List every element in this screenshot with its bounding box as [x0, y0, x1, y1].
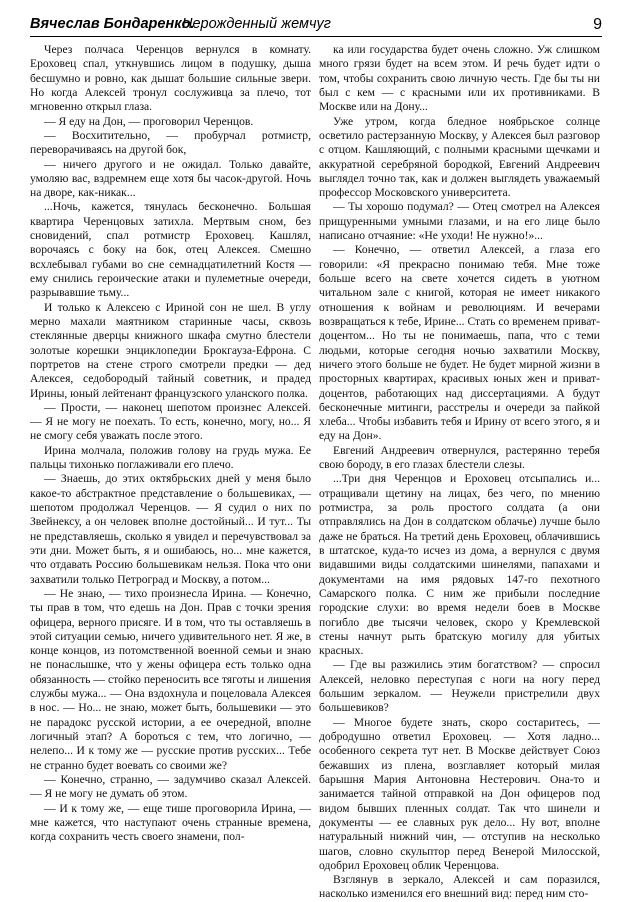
paragraph: — Знаешь, до этих октябрьских дней у меня было какое-то абстрактное представление о большевиках, — шепотом продолжал Черенцов. — Я судил о них по Звейнексу, а он человек вполне достойный... И тут... Ты не представляешь, сколько я увидел и перечувствовал за эти дни. Может быть, я и ошибаюсь, но... мне кажется, что отдавать Россию большевикам нельзя. Пока что они захватили только Петроград и Москву, а потом... [30, 472, 311, 586]
paragraph: — Конечно, — ответил Алексей, а глаза его говорили: «Я прекрасно понимаю тебя. Мне тоже больше всего на свете хочется сидеть в уютном читальном зале с книгой, которая не имеет никакого отношения к войнам и революциям. И вечерами возвращаться к тебе, Ирине... Стать со временем приват-доцентом... Но ты не понимаешь, папа, что с теми людьми, которые сегодня ночью захватили Москву, ничего этого больше не будет. Не будет мирной жизни в просторных квартирах, красивых юных жен и приват-доцентов, работающих над диссертациями. А будут бесконечные митинги, расстрелы и очереди за пайкой хлеба... Чтобы избавить тебя и Ирину от всего этого, я и еду на Дон». [319, 243, 600, 443]
page-number: 9 [593, 16, 602, 33]
paragraph: Взглянув в зеркало, Алексей и сам поразился, насколько изменился его внешний вид: перед ним сто- [319, 873, 600, 901]
paragraph: Уже утром, когда бледное ноябрьское солнце осветило растерзанную Москву, у Алексея был разговор с отцом. Кашляющий, с полными красными щечками и аккуратной серебряной бородкой, Евгений Андреевич выглядел точно так, как и должен выглядеть уважаемый профессор Московского университета. [319, 114, 600, 200]
right-column [319, 43, 600, 901]
paragraph: — И к тому же, — еще тише проговорила Ирина, — мне кажется, что наступают очень странные времена, когда сохранить честь своего знамени, пол- [30, 801, 311, 844]
paragraph: Через полчаса Черенцов вернулся в комнату. Ероховец спал, уткнувшись лицом в подушку, дыша бесшумно и ровно, как дышат большие сильные звери. Но когда Алексей тронул сослуживца за плечо, тот мгновенно открыл глаза. [30, 43, 311, 114]
paragraph: Евгений Андреевич отвернулся, растерянно теребя свою бороду, в его глазах блестели слезы. [319, 443, 600, 472]
paragraph: ...Ночь, кажется, тянулась бесконечно. Большая квартира Черенцовых затихла. Мертвым сном, без сновидений, спал ротмистр Ероховец. Кашлял, ворочаясь с боку на бок, отец Алексея. Смешно всхлебывал губами во сне семнадцатилетний Костя — ему снились героические атаки и пулеметные очереди, разрывавшие тьму... [30, 200, 311, 300]
paragraph: — Где вы разжились этим богатством? — спросил Алексей, неловко переступая с ноги на ногу перед большим зеркалом. — Неужели пристрелили двух большевиков? [319, 658, 600, 715]
running-header [30, 16, 602, 36]
paragraph: ...Три дня Черенцов и Ероховец отсыпались и... отращивали щетину на лицах, без чего, по мнению ротмистра, за роль простого солдата (а они отправлялись на Дон в солдатском облачье) лучше было даже не браться. На третий день Ероховец, облачившись в штатское, куда-то исчез из дома, а вернулся с двумя видавшими виды солдатскими шинелями, папахами и документами на имя рядовых 147-го пехотного Самарского полка. С ним же прибыли последние городские слухи: во время недели боев в Москве погибло две тысячи человек, скоро у Кремлевской стены начнут рыть братскую могилу для убитых красных. [319, 472, 600, 658]
paragraph: И только к Алексею с Ириной сон не шел. В углу мерно махали маятником старинные часы, сквозь стеклянные дверцы книжного шкафа смутно блестели золотые корешки энциклопедии Брокгауза-Ефрона. С портретов на стене строго смотрели предки — дед Алексея, седобородый тайный советник, и прадед Ирины, юный лейтенант французского уланского полка. [30, 300, 311, 400]
paragraph: — Я еду на Дон, — проговорил Черенцов. [44, 114, 254, 128]
paragraph: — Конечно, странно, — задумчиво сказал Алексей. — Я не могу не думать об этом. [30, 772, 311, 801]
author-name: Вячеслав Бондаренко. [30, 16, 195, 32]
paragraph: — Прости, — наконец шепотом произнес Алексей. — Я не могу не поехать. То есть, конечно, могу, но... Я не смогу себя уважать после этого. [30, 400, 311, 443]
paragraph: Ирина молчала, положив голову на грудь мужа. Ее пальцы тихонько поглаживали его плечо. [30, 443, 311, 472]
paragraph: — ничего другого и не ожидал. Только давайте, умоляю вас, вздремнем еще хотя бы часок-другой. Ночь на дворе, как-никак... [30, 157, 311, 200]
paragraph: — Восхитительно, — пробурчал ротмистр, переворачиваясь на другой бок, [30, 128, 311, 157]
paragraph: — Ты хорошо подумал? — Отец смотрел на Алексея прищуренными умными глазами, и на его лице было написано отчаяние: «Не уходи! Не нужно!»... [319, 200, 600, 243]
paragraph: — Не знаю, — тихо произнесла Ирина. — Конечно, ты прав в том, что едешь на Дон. Прав с точки зрения офицера, верного присяге. И в том, что ты оставляешь в этой ситуации семью, ничего удивительного нет. Я же, в конце концов, из потомственной военной семьи и знаю не понаслышке, что у жены офицера есть только одна обязанность — стойко переносить все тяготы и лишения службы мужа... — Она вздохнула и поцеловала Алексея в нос. — Но... не знаю, может быть, большевики — это не парадокс русской истории, а ее очередной, вполне логичный этап? А бороться с тем, что логично, — нелепо... И к тому же — русские против русских... Тебе не странно будет воевать со своими же? [30, 586, 311, 772]
header-rule [30, 36, 602, 37]
paragraph: ка или государства будет очень сложно. Уж слишком много грязи будет на всем этом. И речь будет идти о том, чтобы сохранить свою личную честь. Где бы ты ни был с кем — с красными или их противниками. В Москве или на Дону... [319, 43, 600, 114]
paragraph: — Многое будете знать, скоро состаритесь, — добродушно ответил Ероховец. — Хотя ладно... особенного секрета тут нет. В Москве действует Союз бежавших из плена, возглавляет который милая барышня Мария Антоновна Нестерович. Она-то и занимается тайной отправкой на Дон офицеров под видом бывших пленных солдат. Так что шинели и документы — ее славных рук дело... Ну вот, вполне натуральный нижний чин, — отступив на несколько шагов, словно скульптор перед Венерой Милосской, одобрил Ероховец облик Черенцова. [319, 715, 600, 872]
book-title: Нерожденный жемчуг [182, 16, 331, 32]
left-column [30, 43, 311, 844]
